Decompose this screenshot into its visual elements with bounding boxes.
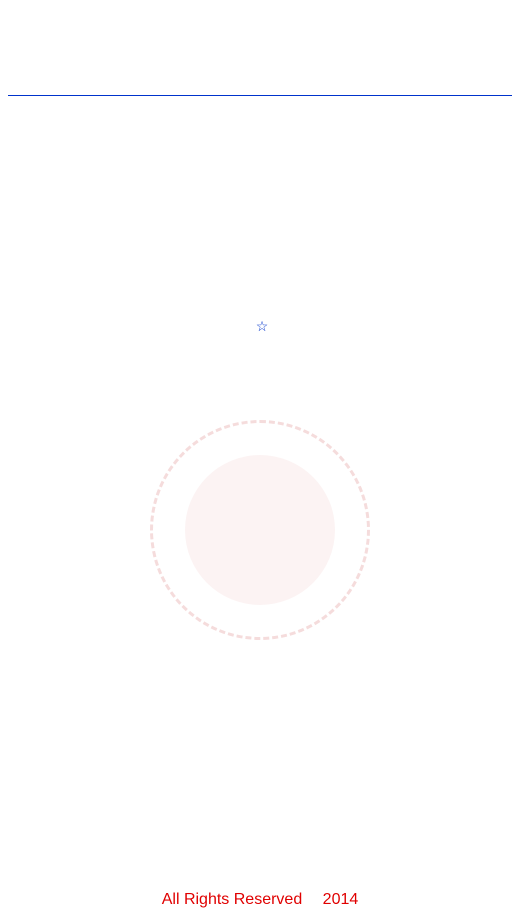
paragraph-cleansing	[8, 342, 512, 862]
paragraph-intro	[8, 100, 512, 310]
footer-rights: All Rights Reserved	[161, 891, 303, 908]
article-title	[8, 6, 512, 40]
section-heading	[8, 310, 512, 342]
article-question	[8, 66, 512, 96]
article-subtitle	[8, 40, 512, 66]
star-icon: ☆	[255, 319, 269, 335]
footer-year: 2014	[322, 891, 359, 908]
footer	[0, 889, 520, 911]
